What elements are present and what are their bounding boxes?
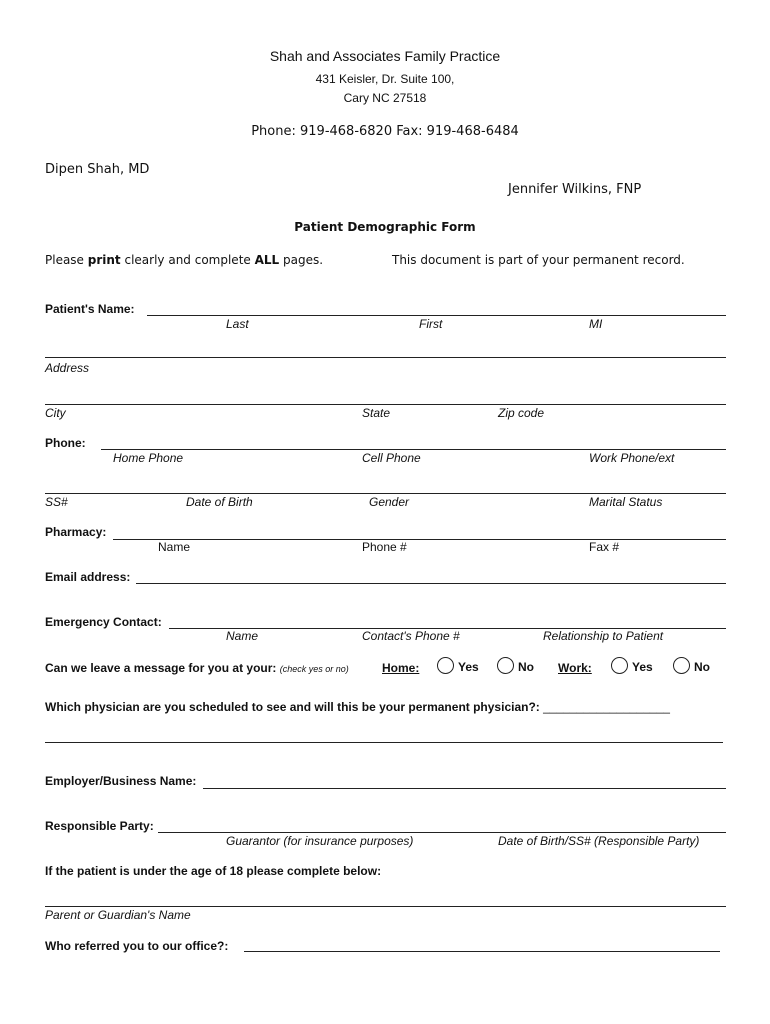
home-no-label: No	[518, 660, 534, 674]
emergency-label: Emergency Contact:	[45, 615, 162, 629]
instruction-print: print	[87, 253, 121, 267]
city-line[interactable]	[45, 404, 726, 405]
instruction	[45, 253, 323, 267]
address-line-2: Cary NC 27518	[343, 91, 427, 105]
city-caption: City	[45, 406, 66, 420]
address-line[interactable]	[45, 357, 726, 358]
guardian-caption: Parent or Guardian's Name	[45, 908, 191, 922]
ss-caption: SS#	[45, 495, 68, 509]
mi-caption: MI	[589, 317, 603, 331]
employer-label: Employer/Business Name:	[45, 774, 197, 788]
phone-label: Phone:	[45, 436, 86, 450]
physician-answer-line[interactable]	[45, 742, 723, 743]
instruction-all: ALL	[254, 253, 280, 267]
employer-line[interactable]	[203, 788, 726, 789]
cell-phone-caption: Cell Phone	[362, 451, 421, 465]
work-no-option[interactable]	[673, 657, 710, 674]
physician-question	[45, 700, 670, 714]
responsible-line[interactable]	[158, 832, 726, 833]
pharmacy-name-caption: Name	[158, 540, 191, 554]
minor-notice: If the patient is under the age of 18 please complete below:	[45, 864, 382, 878]
dob-caption: Date of Birth	[186, 495, 253, 509]
referral-line[interactable]	[244, 951, 720, 952]
work-yes-label: Yes	[632, 660, 653, 674]
message-question-text: Can we leave a message for you at your:	[45, 661, 277, 675]
practice-name: Shah and Associates Family Practice	[269, 48, 501, 64]
last-name-caption: Last	[226, 317, 249, 331]
marital-caption: Marital Status	[589, 495, 663, 509]
address-line-1: 431 Keisler, Dr. Suite 100,	[315, 72, 455, 86]
home-message-group	[382, 661, 419, 675]
message-question	[45, 661, 349, 675]
work-yes-radio[interactable]	[611, 657, 628, 674]
pharmacy-fax-caption: Fax #	[589, 540, 620, 554]
zip-caption: Zip code	[498, 406, 545, 420]
pharmacy-label: Pharmacy:	[45, 525, 107, 539]
referral-label: Who referred you to our office?:	[45, 939, 229, 953]
instruction-pre: Please	[45, 253, 88, 267]
gender-caption: Gender	[369, 495, 410, 509]
work-phone-caption: Work Phone/ext	[589, 451, 675, 465]
home-no-radio[interactable]	[497, 657, 514, 674]
work-label: Work:	[558, 661, 592, 675]
first-name-caption: First	[419, 317, 443, 331]
message-hint: (check yes or no)	[279, 664, 349, 674]
guarantor-caption: Guarantor (for insurance purposes)	[226, 834, 414, 848]
relationship-caption: Relationship to Patient	[543, 629, 664, 643]
patient-name-line[interactable]	[147, 315, 726, 316]
phone-line[interactable]	[101, 449, 726, 450]
ss-line[interactable]	[45, 493, 726, 494]
guardian-line[interactable]	[45, 906, 726, 907]
responsible-label: Responsible Party:	[45, 819, 154, 833]
home-yes-radio[interactable]	[437, 657, 454, 674]
home-phone-caption: Home Phone	[113, 451, 184, 465]
pharmacy-line[interactable]	[113, 539, 726, 540]
work-no-radio[interactable]	[673, 657, 690, 674]
home-no-option[interactable]	[497, 657, 534, 674]
home-yes-option[interactable]	[437, 657, 479, 674]
emergency-phone-caption: Contact's Phone #	[362, 629, 460, 643]
work-message-group	[558, 661, 592, 675]
form-title: Patient Demographic Form	[294, 220, 476, 234]
address-caption: Address	[45, 361, 90, 375]
physician-right: Jennifer Wilkins, FNP	[508, 182, 642, 197]
patient-name-label: Patient's Name:	[45, 302, 135, 316]
physician-blank[interactable]: ___________________	[543, 700, 670, 714]
work-yes-option[interactable]	[611, 657, 653, 674]
physician-left: Dipen Shah, MD	[45, 162, 150, 177]
physician-question-text: Which physician are you scheduled to see and will this be your permanent physician?:	[45, 700, 540, 714]
instruction-mid: clearly and complete	[120, 253, 255, 267]
state-caption: State	[362, 406, 391, 420]
work-no-label: No	[694, 660, 710, 674]
email-line[interactable]	[136, 583, 726, 584]
home-yes-label: Yes	[458, 660, 479, 674]
permanent-record-notice: This document is part of your permanent record.	[392, 253, 685, 267]
email-label: Email address:	[45, 570, 131, 584]
pharmacy-phone-caption: Phone #	[362, 540, 407, 554]
contact-line: Phone: 919-468-6820 Fax: 919-468-6484	[251, 124, 519, 139]
instruction-post: pages.	[279, 253, 324, 267]
responsible-dob-caption: Date of Birth/SS# (Responsible Party)	[498, 834, 700, 848]
home-label: Home:	[382, 661, 420, 675]
emergency-name-caption: Name	[226, 629, 259, 643]
